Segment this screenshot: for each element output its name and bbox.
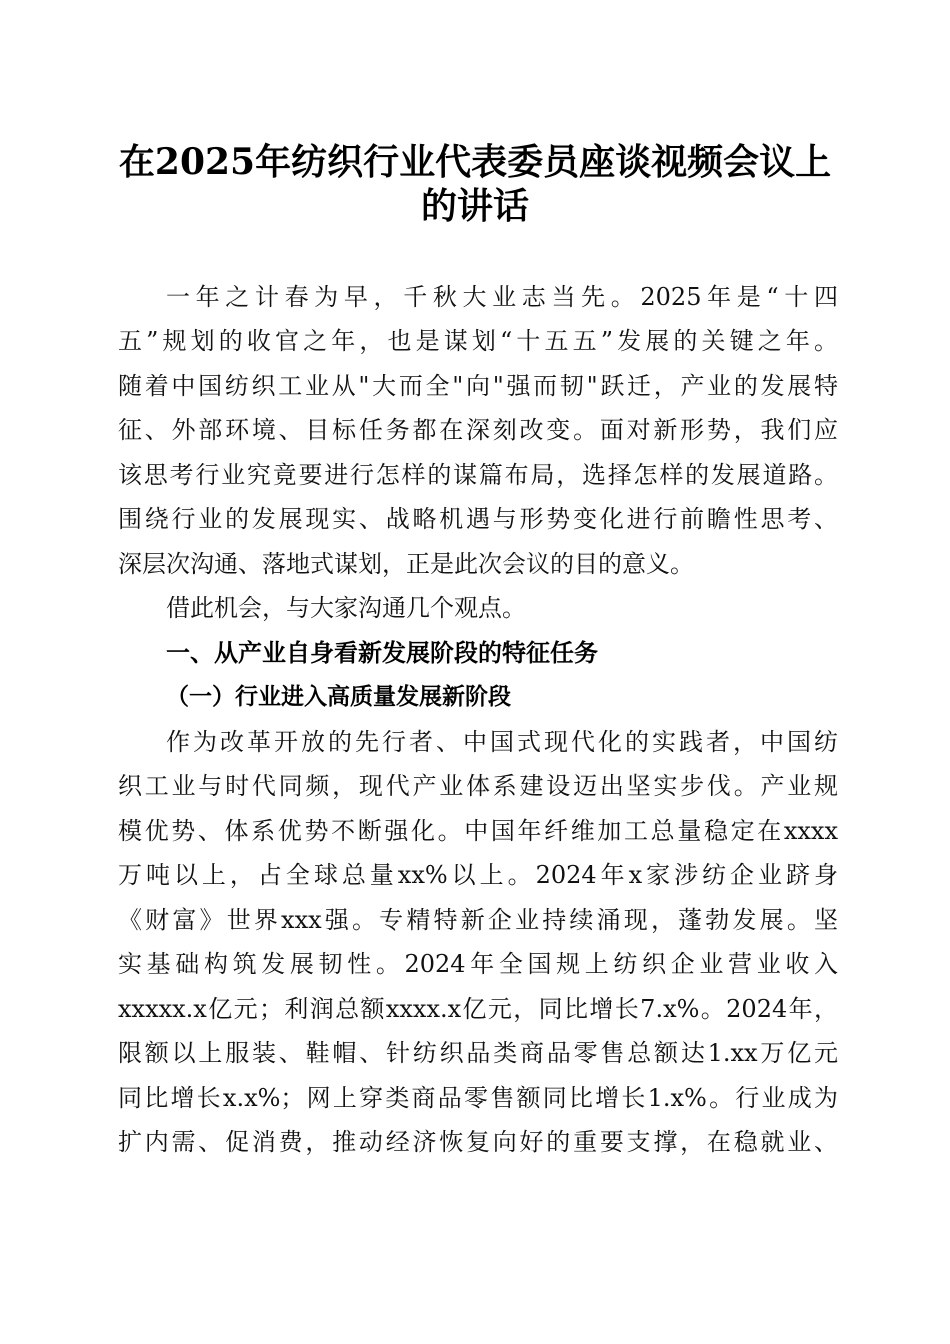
paragraph-line: 一年之计春为早，千秋大业志当先。2025年是“十四: [166, 283, 838, 311]
paragraph-line: 织工业与时代同频，现代产业体系建设迈出坚实步伐。产业规: [118, 772, 838, 800]
paragraph-line: 扩内需、促消费，推动经济恢复向好的重要支撑，在稳就业、: [118, 1128, 838, 1156]
section-heading: 一、从产业自身看新发展阶段的特征任务: [166, 639, 598, 667]
paragraph-line: 深层次沟通、落地式谋划，正是此次会议的目的意义。: [118, 550, 694, 578]
paragraph-line: 限额以上服装、鞋帽、针纺织品类商品零售总额达1.xx万亿元: [118, 1039, 838, 1067]
paragraph-line: 万吨以上，占全球总量xx%以上。2024年x家涉纺企业跻身: [118, 861, 838, 889]
paragraph-line: xxxxx.x亿元；利润总额xxxx.x亿元，同比增长7.x%。2024年，: [118, 995, 838, 1023]
paragraph-line: 围绕行业的发展现实、战略机遇与形势变化进行前瞻性思考、: [118, 505, 838, 533]
paragraph-line: 模优势、体系优势不断强化。中国年纤维加工总量稳定在xxxx: [118, 817, 838, 845]
paragraph-line: 随着中国纺织工业从"大而全"向"强而韧"跃迁，产业的发展特: [118, 372, 838, 400]
paragraph-line: 同比增长x.x%；网上穿类商品零售额同比增长1.x%。行业成为: [118, 1084, 838, 1112]
paragraph-line: 五”规划的收官之年，也是谋划“十五五”发展的关键之年。: [118, 327, 838, 355]
paragraph-line: 借此机会，与大家沟通几个观点。: [166, 594, 526, 622]
paragraph-line: 作为改革开放的先行者、中国式现代化的实践者，中国纺: [166, 728, 838, 756]
paragraph-line: 《财富》世界xxx强。专精特新企业持续涌现，蓬勃发展。坚: [118, 906, 838, 934]
paragraph-line: 该思考行业究竟要进行怎样的谋篇布局，选择怎样的发展道路。: [118, 461, 838, 489]
paragraph-line: 实基础构筑发展韧性。2024年全国规上纺织企业营业收入: [118, 950, 838, 978]
subsection-heading: （一）行业进入高质量发展新阶段: [166, 683, 511, 710]
document-title-line-1: 在2025年纺织行业代表委员座谈视频会议上: [118, 141, 832, 183]
paragraph-line: 征、外部环境、目标任务都在深刻改变。面对新形势，我们应: [118, 416, 838, 444]
document-title-line-2: 的讲话: [420, 185, 529, 227]
